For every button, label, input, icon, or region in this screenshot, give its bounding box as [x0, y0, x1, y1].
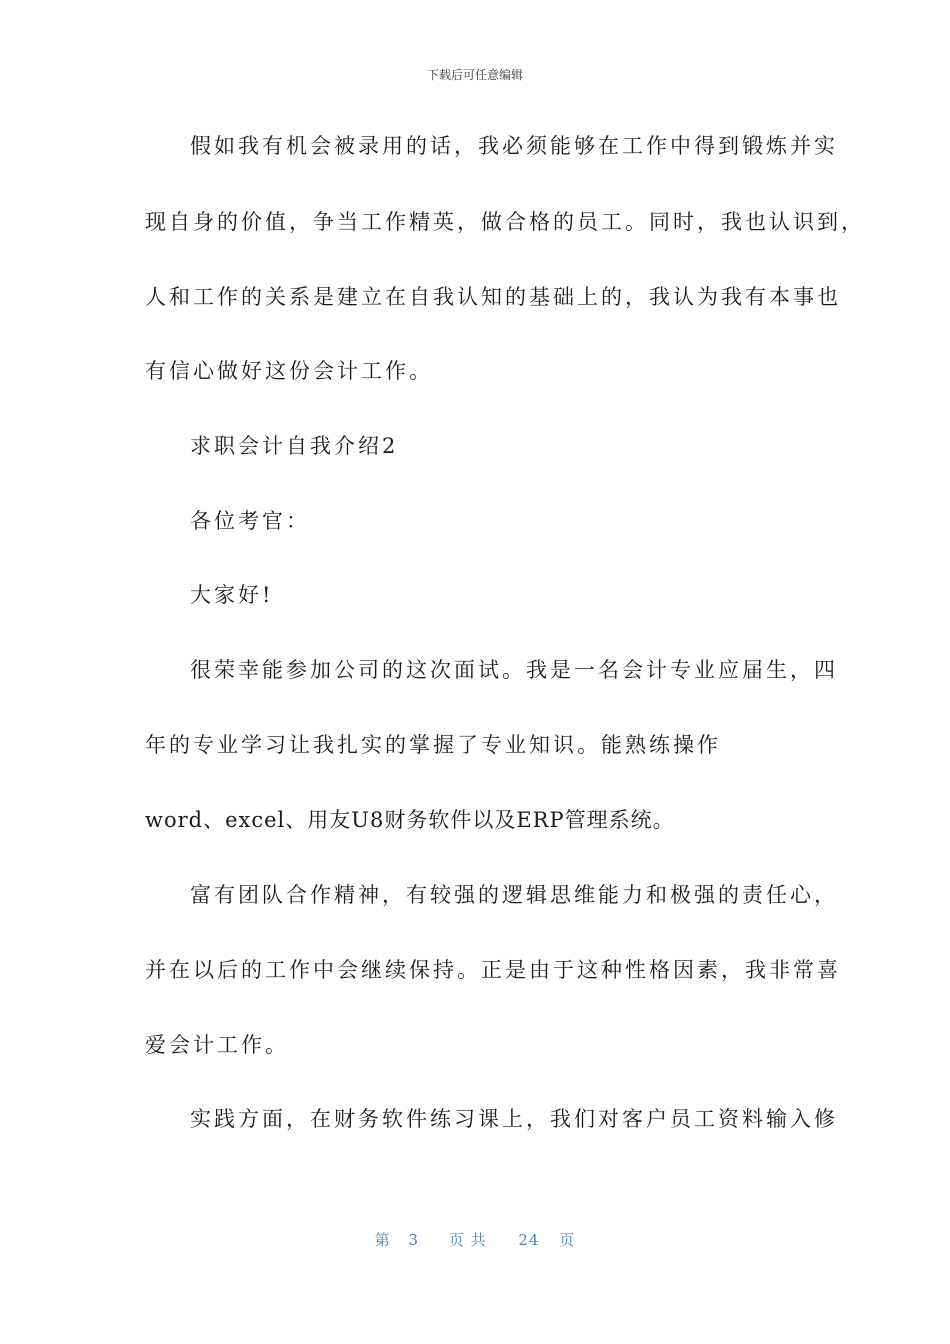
footer-current-page: 3: [408, 1231, 420, 1249]
footer-ye: 页: [559, 1231, 576, 1249]
paragraph-line: 并在以后的工作中会继续保持。正是由于这种性格因素，我非常喜: [145, 958, 841, 982]
paragraph-line: 假如我有机会被录用的话，我必须能够在工作中得到锻炼并实: [190, 134, 838, 158]
page-header-note: 下载后可任意编辑: [426, 68, 523, 82]
page-footer: [0, 1229, 950, 1250]
footer-di: 第: [374, 1231, 391, 1249]
paragraph-line: 富有团队合作精神，有较强的逻辑思维能力和极强的责任心，: [190, 883, 838, 907]
paragraph-line: 年的专业学习让我扎实的掌握了专业知识。能熟练操作: [145, 733, 721, 757]
paragraph-line: 实践方面，在财务软件练习课上，我们对客户员工资料输入修: [190, 1107, 838, 1131]
footer-total-pages: 24: [518, 1231, 540, 1249]
paragraph-line: word、excel、用友U8财务软件以及ERP管理系统。: [145, 808, 675, 832]
footer-ye-gong: 页 共: [448, 1231, 487, 1249]
paragraph-line: 很荣幸能参加公司的这次面试。我是一名会计专业应届生，四: [190, 658, 838, 682]
paragraph-line: 人和工作的关系是建立在自我认知的基础上的，我认为我有本事也: [145, 285, 841, 309]
section-heading: 求职会计自我介绍2: [190, 434, 399, 458]
paragraph-line: 有信心做好这份会计工作。: [145, 359, 433, 383]
paragraph-line: 爱会计工作。: [145, 1033, 289, 1057]
paragraph-line: 现自身的价值，争当工作精英，做合格的员工。同时，我也认识到，: [145, 210, 865, 234]
greeting: 大家好!: [190, 583, 274, 607]
salutation: 各位考官：: [190, 509, 310, 533]
